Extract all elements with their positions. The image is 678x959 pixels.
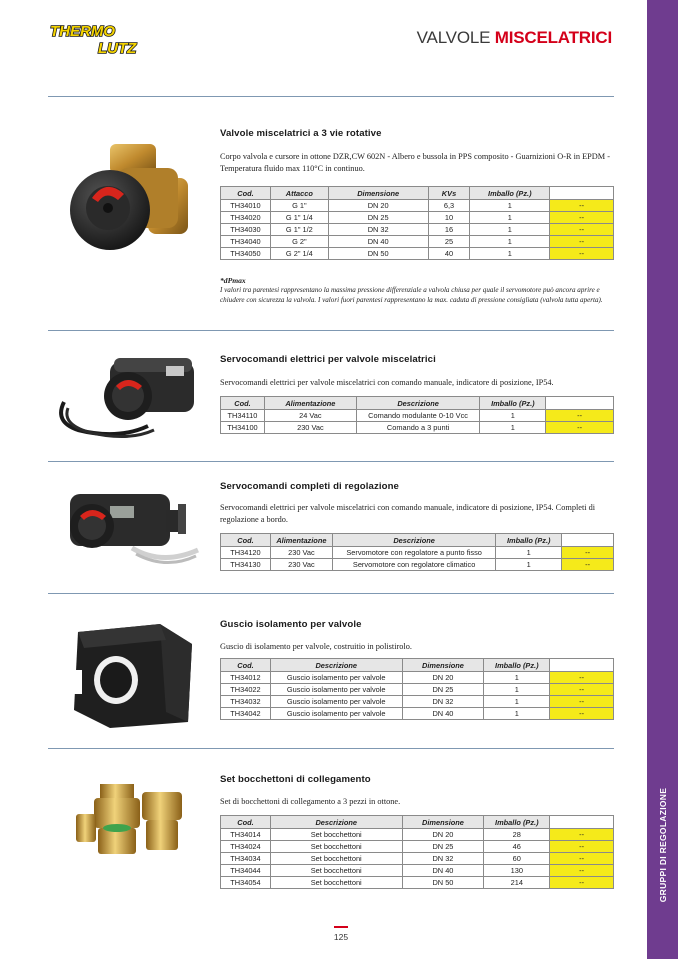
cell: 230 Vac [270,559,332,571]
cell: DN 20 [402,672,484,684]
section-title: Set bocchettoni di collegamento [220,774,371,785]
column-header: Alimentazione [264,397,356,410]
cell: TH34032 [221,696,271,708]
price-cell: -- [550,696,614,708]
cell: 230 Vac [264,422,356,434]
price-cell: -- [546,410,614,422]
price-cell: -- [550,877,614,889]
page-number: 125 [333,932,349,942]
page-title [417,28,612,48]
column-header: Imballo (Pz.) [480,397,546,410]
column-header [550,187,614,200]
price-cell: -- [550,841,614,853]
column-header: Imballo (Pz.) [484,659,550,672]
cell: 1 [496,559,562,571]
cell: G 1" [270,200,328,212]
cell: G 2" 1/4 [270,248,328,260]
cell: TH34020 [221,212,271,224]
separator [48,330,614,331]
column-header: Cod. [221,659,271,672]
section-title: Servocomandi elettrici per valvole miscelatrici [220,354,436,365]
cell: 1 [484,696,550,708]
cell: 16 [428,224,470,236]
price-cell: -- [550,248,614,260]
table-row [221,684,614,696]
column-header: Attacco [270,187,328,200]
column-header: Cod. [221,534,271,547]
column-header: Descrizione [356,397,480,410]
cell: 230 Vac [270,547,332,559]
table-row [221,200,614,212]
cell: Servomotore con regolatore a punto fisso [332,547,495,559]
cell: 214 [484,877,550,889]
table-row [221,853,614,865]
electric-actuator-image [58,352,198,442]
column-header: Dimensione [402,816,484,829]
section-description: Set di bocchettoni di collegamento a 3 pezzi in ottone. [220,797,401,806]
cell: Set bocchettoni [270,865,402,877]
separator [48,593,614,594]
cell: 40 [428,248,470,260]
cell: 130 [484,865,550,877]
cell: G 2" [270,236,328,248]
cell: 25 [428,236,470,248]
cell: TH34010 [221,200,271,212]
cell: TH34040 [221,236,271,248]
cell: DN 40 [402,708,484,720]
cell: TH34022 [221,684,271,696]
cell: TH34014 [221,829,271,841]
cell: Comando modulante 0-10 Vcc [356,410,480,422]
cell: DN 32 [402,853,484,865]
cell: DN 32 [402,696,484,708]
table-row [221,559,614,571]
cell: Guscio isolamento per valvole [270,684,402,696]
fittings-table [220,815,614,889]
cell: 1 [484,684,550,696]
cell: 46 [484,841,550,853]
cell: Guscio isolamento per valvole [270,672,402,684]
cell: TH34042 [221,708,271,720]
cell: G 1" 1/2 [270,224,328,236]
cell: TH34054 [221,877,271,889]
price-cell: -- [562,559,614,571]
logo-line2: LUTZ [98,40,137,56]
logo-line1: THERMO [50,23,115,40]
cell: Set bocchettoni [270,829,402,841]
column-header: Imballo (Pz.) [470,187,550,200]
cell: DN 25 [402,841,484,853]
cell: DN 25 [328,212,428,224]
insulation-shell-image [70,618,196,730]
table-row [221,865,614,877]
column-header: Cod. [221,816,271,829]
actuator-controller-image [62,484,202,572]
cell: G 1" 1/4 [270,212,328,224]
price-cell: -- [550,224,614,236]
insulation-table [220,658,614,720]
column-header [550,659,614,672]
cell: DN 20 [328,200,428,212]
cell: DN 40 [328,236,428,248]
table-row [221,547,614,559]
cell: 1 [484,672,550,684]
cell: TH34100 [221,422,265,434]
cell: TH34044 [221,865,271,877]
cell: 1 [470,248,550,260]
column-header: Cod. [221,187,271,200]
cell: 24 Vac [264,410,356,422]
price-cell: -- [550,865,614,877]
price-cell: -- [550,708,614,720]
column-header: Descrizione [332,534,495,547]
table-row [221,212,614,224]
cell: 1 [496,547,562,559]
section-description: Guscio di isolamento per valvole, costruitio in polistirolo. [220,642,412,651]
page-number-dash [334,926,348,928]
table-row [221,841,614,853]
cell: 1 [470,236,550,248]
note-title: *dPmax [220,276,246,285]
column-header: Dimensione [402,659,484,672]
cell: Comando a 3 punti [356,422,480,434]
cell: 1 [484,708,550,720]
cell: Servomotore con regolatore climatico [332,559,495,571]
cell: 1 [470,212,550,224]
cell: DN 25 [402,684,484,696]
cell: TH34120 [221,547,271,559]
section-title: Valvole miscelatrici a 3 vie rotative [220,128,382,139]
column-header: Descrizione [270,659,402,672]
column-header: Dimensione [328,187,428,200]
controller-table [220,533,614,571]
sidebar-label: GRUPPI DI REGOLAZIONE [657,787,668,903]
cell: DN 50 [402,877,484,889]
table-row [221,829,614,841]
column-header: Descrizione [270,816,402,829]
cell: 28 [484,829,550,841]
note-text: I valori tra parentesi rappresentano la massima pressione differenziale a valvola chiusa per quale il servomotore può ancora aprire e chiudere con sicurezza la valvola. I valori fuori parentesi rappresentano la max. caduta di pressione consigliata (valvola tutta aperta). [220,286,603,304]
thermolutz-logo [48,22,146,56]
cell: Guscio isolamento per valvole [270,696,402,708]
price-cell: -- [550,684,614,696]
price-cell: -- [550,672,614,684]
cell: 60 [484,853,550,865]
separator [48,96,614,97]
section-title: Servocomandi completi di regolazione [220,481,399,492]
table-row [221,410,614,422]
cell: DN 50 [328,248,428,260]
actuator-table [220,396,614,434]
valve-table [220,186,614,260]
mixing-valve-image [58,138,198,268]
cell: Set bocchettoni [270,853,402,865]
table-row [221,422,614,434]
cell: TH34050 [221,248,271,260]
table-row [221,708,614,720]
section-description: Servocomandi elettrici per valvole miscelatrici con comando manuale, indicatore di posizione, IP54. Completi di regolazione a bordo. [220,503,596,524]
table-row [221,236,614,248]
column-header [550,816,614,829]
cell: 6,3 [428,200,470,212]
section-description: Corpo valvola e cursore in ottone DZR,CW 602N - Albero e bussola in PPS composito - Guarnizioni O-R in EPDM - Temperatura fluido max 110°C in continuo. [220,152,610,173]
cell: 1 [480,410,546,422]
price-cell: -- [550,853,614,865]
cell: DN 32 [328,224,428,236]
price-cell: -- [550,212,614,224]
cell: Set bocchettoni [270,841,402,853]
cell: 10 [428,212,470,224]
column-header: KVs [428,187,470,200]
price-cell: -- [562,547,614,559]
price-cell: -- [550,200,614,212]
cell: TH34034 [221,853,271,865]
table-row [221,224,614,236]
union-fittings-image [74,780,192,860]
table-row [221,672,614,684]
column-header: Alimentazione [270,534,332,547]
cell: TH34012 [221,672,271,684]
column-header: Imballo (Pz.) [496,534,562,547]
cell: Set bocchettoni [270,877,402,889]
title-light: VALVOLE [416,28,495,47]
cell: 1 [480,422,546,434]
section-description: Servocomandi elettrici per valvole miscelatrici con comando manuale, indicatore di posizione, IP54. [220,378,554,387]
title-bold: MISCELATRICI [494,28,612,47]
table-row [221,248,614,260]
separator [48,748,614,749]
cell: DN 40 [402,865,484,877]
cell: Guscio isolamento per valvole [270,708,402,720]
column-header [562,534,614,547]
section-title: Guscio isolamento per valvole [220,619,362,630]
separator [48,461,614,462]
price-cell: -- [546,422,614,434]
table-row [221,877,614,889]
column-header: Imballo (Pz.) [484,816,550,829]
column-header [546,397,614,410]
cell: TH34130 [221,559,271,571]
sidebar-band [647,0,678,959]
price-cell: -- [550,236,614,248]
cell: TH34024 [221,841,271,853]
cell: TH34110 [221,410,265,422]
cell: 1 [470,200,550,212]
cell: DN 20 [402,829,484,841]
table-row [221,696,614,708]
column-header: Cod. [221,397,265,410]
cell: TH34030 [221,224,271,236]
price-cell: -- [550,829,614,841]
cell: 1 [470,224,550,236]
